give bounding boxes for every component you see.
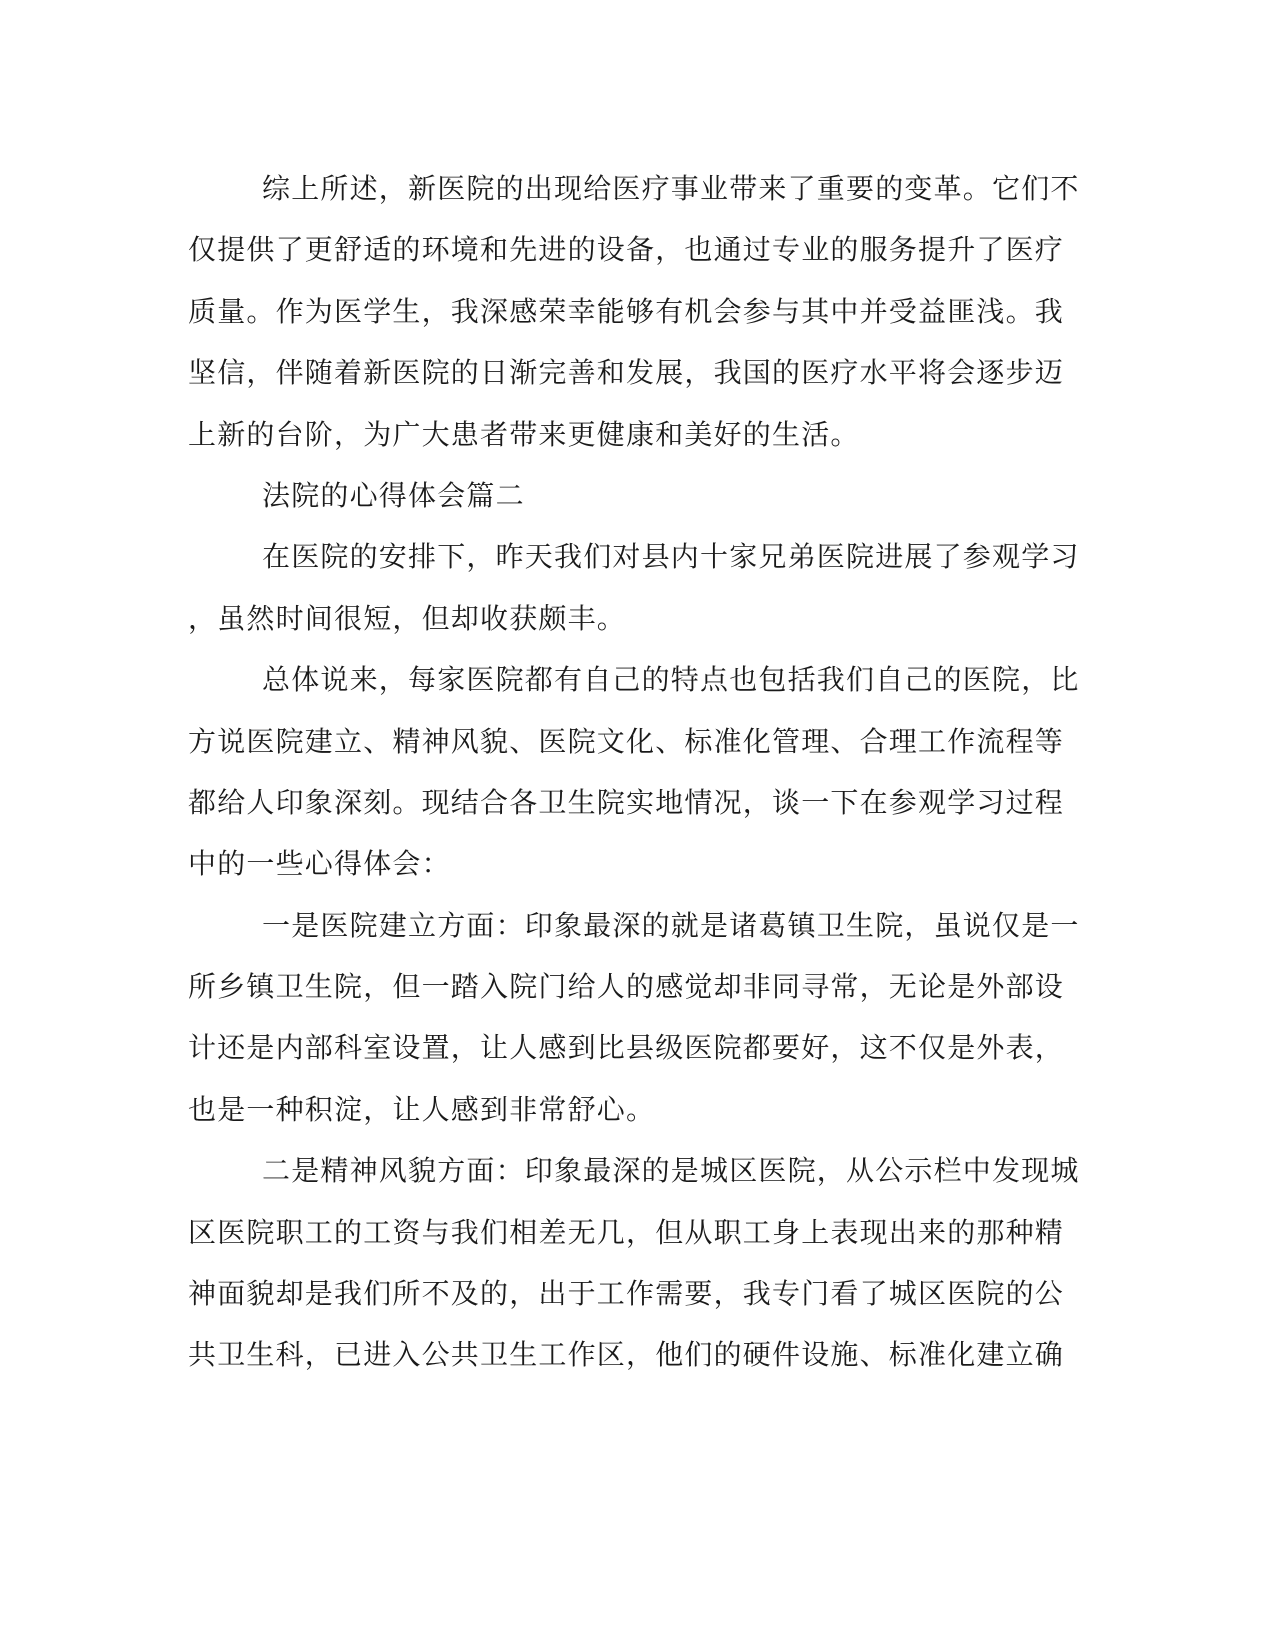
text-line: 在医院的安排下，昨天我们对县内十家兄弟医院进展了参观学习 xyxy=(262,540,1080,574)
text-line: 方说医院建立、精神风貌、医院文化、标准化管理、合理工作流程等 xyxy=(188,724,1065,758)
text-line: 坚信，伴随着新医院的日渐完善和发展，我国的医疗水平将会逐步迈 xyxy=(188,356,1065,390)
text-line: 计还是内部科室设置，让人感到比县级医院都要好，这不仅是外表， xyxy=(188,1031,1065,1065)
section-heading: 法院的心得体会篇二 xyxy=(262,478,525,512)
text-line: ，虽然时间很短，但却收获颇丰。 xyxy=(188,601,627,635)
text-line: 中的一些心得体会： xyxy=(188,847,451,881)
text-line: 二是精神风貌方面：印象最深的是城区医院，从公示栏中发现城 xyxy=(262,1154,1080,1188)
text-line: 区医院职工的工资与我们相差无几，但从职工身上表现出来的那种精 xyxy=(188,1215,1065,1249)
text-line: 也是一种积淀，让人感到非常舒心。 xyxy=(188,1092,656,1126)
text-line: 一是医院建立方面：印象最深的就是诸葛镇卫生院，虽说仅是一 xyxy=(262,908,1080,942)
text-line: 仅提供了更舒适的环境和先进的设备，也通过专业的服务提升了医疗 xyxy=(188,233,1065,267)
text-line: 质量。作为医学生，我深感荣幸能够有机会参与其中并受益匪浅。我 xyxy=(188,294,1065,328)
document-body xyxy=(188,158,1080,1386)
text-line: 综上所述，新医院的出现给医疗事业带来了重要的变革。它们不 xyxy=(262,172,1080,205)
text-line: 共卫生科，已进入公共卫生工作区，他们的硬件设施、标准化建立确 xyxy=(188,1338,1065,1372)
text-line: 上新的台阶，为广大患者带来更健康和美好的生活。 xyxy=(188,417,860,451)
text-line: 所乡镇卫生院，但一踏入院门给人的感觉却非同寻常，无论是外部设 xyxy=(188,970,1065,1004)
text-line: 总体说来，每家医院都有自己的特点也包括我们自己的医院，比 xyxy=(262,663,1080,697)
text-line: 神面貌却是我们所不及的，出于工作需要，我专门看了城区医院的公 xyxy=(188,1277,1065,1311)
text-line: 都给人印象深刻。现结合各卫生院实地情况，谈一下在参观学习过程 xyxy=(188,785,1065,819)
